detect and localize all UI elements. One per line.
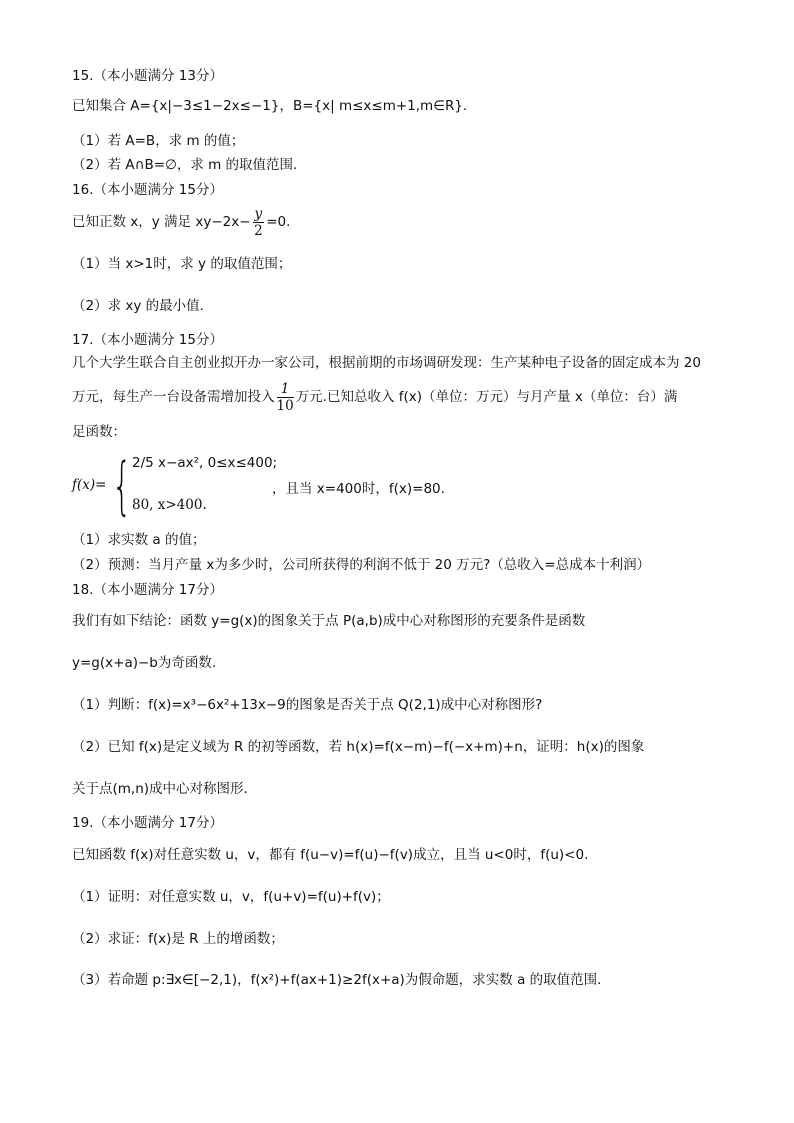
q18-heading: 18.（本小题满分 17分） <box>72 582 223 598</box>
q17-condition: ，且当 x=400时，f(x)=80. <box>272 481 445 497</box>
q16-stem-text-a: 已知正数 x，y 满足 xy−2x− <box>72 214 251 230</box>
q18-stem-line1: 我们有如下结论：函数 y=g(x)的图象关于点 P(a,b)成中心对称图形的充要条件是函数 <box>72 613 586 629</box>
q17-heading: 17.（本小题满分 15分） <box>72 332 223 348</box>
q19-stem: 已知函数 f(x)对任意实数 u，v，都有 f(u−v)=f(u)−f(v)成立，且当 u<0时，f(u)<0. <box>72 847 589 863</box>
q17-part2: （2）预测：当月产量 x为多少时，公司所获得的利润不低于 20 万元?（总收入=总成本十利润） <box>72 557 651 573</box>
q17-frac-numerator: 1 <box>277 381 294 398</box>
q19-part3: （3）若命题 p:∃x∈[−2,1)，f(x²)+f(ax+1)≥2f(x+a)为假命题，求实数 a 的取值范围. <box>72 972 602 988</box>
q16-stem <box>72 205 290 239</box>
q17-function-lhs: f(x)= <box>72 477 107 493</box>
q17-stem-line3: 足函数： <box>72 424 126 440</box>
q18-part2-line2: 关于点(m,n)成中心对称图形. <box>72 781 248 797</box>
left-brace-icon: { <box>112 449 132 522</box>
q17-stem-text-a: 万元，每生产一台设备需增加投入 <box>72 389 275 405</box>
q16-stem-text-b: =0. <box>266 214 291 230</box>
q18-stem-line2: y=g(x+a)−b为奇函数. <box>72 655 217 671</box>
q15-part1: （1）若 A=B，求 m 的值； <box>72 133 245 149</box>
q17-part1: （1）求实数 a 的值； <box>72 532 206 548</box>
q17-case-2: 80, x>400. <box>132 497 207 513</box>
q16-frac-numerator: y <box>254 205 263 222</box>
q16-fraction <box>253 206 265 239</box>
q19-part1: （1）证明：对任意实数 u，v，f(u+v)=f(u)+f(v)； <box>72 889 390 905</box>
q16-part2: （2）求 xy 的最小值. <box>72 298 204 314</box>
q16-frac-denominator: 2 <box>254 222 263 239</box>
q19-heading: 19.（本小题满分 17分） <box>72 815 223 831</box>
q17-stem-text-b: 万元.已知总收入 f(x)（单位：万元）与月产量 x（单位：台）满 <box>295 389 678 405</box>
q15-heading: 15.（本小题满分 13分） <box>72 68 223 84</box>
q17-case-1: 2/5 x−ax², 0≤x≤400; <box>132 455 278 471</box>
q15-stem: 已知集合 A={x|−3≤1−2x≤−1}，B={x| m≤x≤m+1,m∈R}. <box>72 98 468 114</box>
q18-part1: （1）判断：f(x)=x³−6x²+13x−9的图象是否关于点 Q(2,1)成中心对称图形? <box>72 697 543 713</box>
q15-part2: （2）若 A∩B=∅，求 m 的取值范围. <box>72 157 298 173</box>
q16-part1: （1）当 x>1时，求 y 的取值范围； <box>72 256 292 272</box>
q19-part2: （2）求证：f(x)是 R 上的增函数； <box>72 931 284 947</box>
q18-part2-line1: （2）已知 f(x)是定义域为 R 的初等函数，若 h(x)=f(x−m)−f(−x+m)+n，证明：h(x)的图象 <box>72 739 645 755</box>
q17-stem-line2 <box>72 380 677 414</box>
q16-heading: 16.（本小题满分 15分） <box>72 182 223 198</box>
q17-stem-line1: 几个大学生联合自主创业拟开办一家公司，根据前期的市场调研发现：生产某种电子设备的固定成本为 20 <box>72 355 701 371</box>
q17-fraction <box>277 381 294 414</box>
q17-frac-denominator: 10 <box>276 397 294 414</box>
